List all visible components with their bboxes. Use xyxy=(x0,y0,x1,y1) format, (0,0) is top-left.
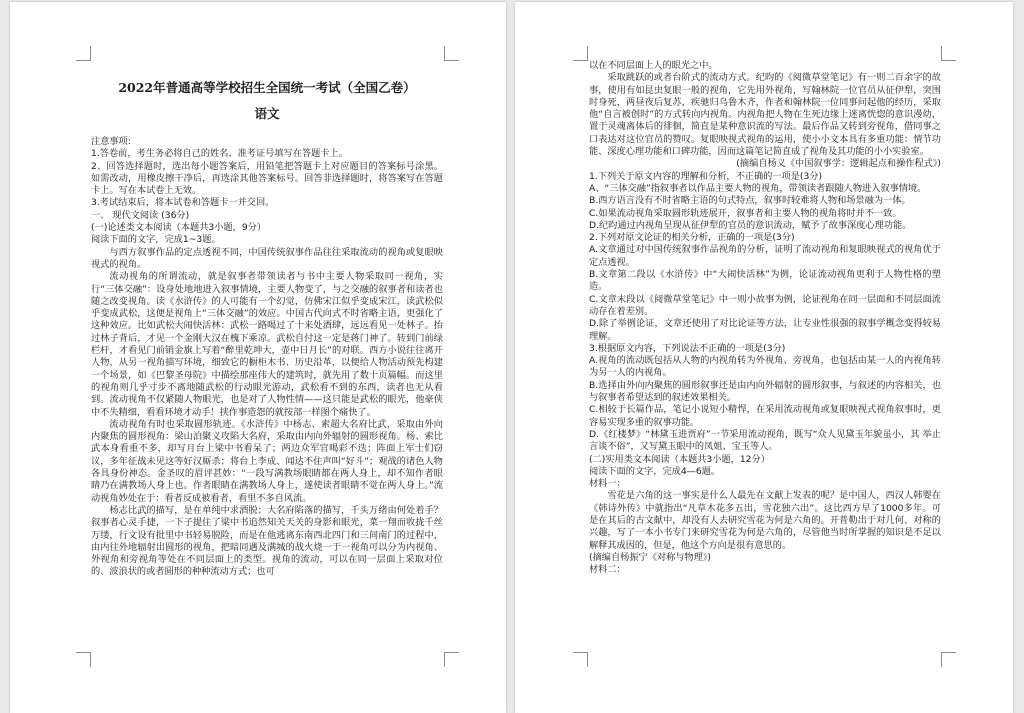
passage-paragraph: 杨志比武的描写，是在单纯中求酒脱；大名府陷落的描写，千头万绪由何处着手？叙事者心灵手捷，一下子提住了梁中书追然知关天关的身影和眼光，菜一翔而收拢千丝万缕，行文设有批里中书轻易脱险，而是在他逃离东南西北四门和三间南门的过程中，由内往外地辐射出圆形的视角，把暗同遇及满城的战火烧一于一视角可以分为内视角、外视角和旁视角等处在不同层面上的类型。视角的流动，可以在同一层面上采取对位的、波浪状的或者圆形的种种流动方式；也可 xyxy=(91,504,443,578)
passage-source: (摘编自杨义《中国叙事学：逻辑起点和操作程式》) xyxy=(736,158,941,170)
question-1-stem: 1.下列关于原文内容的理解和分析，不正确的一项是(3分) xyxy=(589,170,823,182)
question-3-stem: 3.根据原文内容，下列说法不正确的一项是(3分) xyxy=(589,342,786,354)
question-2-stem: 2.下列对原文论证的相关分析，正确的一项是(3分) xyxy=(589,232,795,244)
left-page-content xyxy=(91,80,443,579)
question-1-option: C.如果流动视角采取圆形轨迹展开，叙事者和主要人物的视角将时并不一致。 xyxy=(589,207,902,219)
document-page-left xyxy=(10,2,506,713)
passage-paragraph: 流动视角有时也采取圆形轨迹。《水浒传》中杨志、索超大名府比武，采取由外向内聚焦的圆形视角：梁山泊聚义攻陷大名府，采取由内向外辐射的圆形视角。杨、索比武本身看重不多，却写月台上梁中书看呆了；两边众军官喝彩不迭；阵面上军士们窃议，多年征战未见这等好汉厮杀；将台上李成、闻达不住声叫“好斗”；观战的诸色人物各具身份神态。金圣叹的眉评甚妙：“一段写满教场眼睛都在两人身上，却不知作者眼睛乃在满教场人身上也。作者眼睛在满教场人身上，遂使读者眼睛不觉在两人身上。”流动视角妙处在于：看者反成被看者，看里不多自风流。 xyxy=(91,418,443,504)
question-1-option: A、“三体交融”指叙事者以作品主要人物的视角，带领读者跟随人物进入叙事情境。 xyxy=(589,182,927,194)
reading-instruction: 阅读下面的文字，完成4—6题。 xyxy=(589,465,721,477)
crop-mark-bottom-left xyxy=(76,652,91,667)
crop-mark-top-left xyxy=(76,46,91,61)
question-2-option: A.文章通过对中国传统叙事作品视角的分析，证明了流动视角和复眼映视式的视角优于定点透视。 xyxy=(589,244,941,268)
subsection-heading: (一)论述类文本阅读（本题共3小题，9分） xyxy=(91,222,267,234)
question-3-option: B.选择由外向内聚焦的圆形叙事还是由内向外辐射的圆形叙事，与叙述的内容相关，也与叙事者希望达到的叙述效果相关。 xyxy=(589,379,941,404)
question-2-option: B.文章第二段以《水浒传》中“大闹快活林”为例，论证流动视角更利于人物性格的塑造。 xyxy=(589,269,941,293)
question-1-option: B.西方语言没有不时省略主语的句式特点，叙事时较难将人物和场景融为一体。 xyxy=(589,195,911,207)
note-item: 2、回答选择题时，选出每小题答案后，用铅笔把答题卡上对应题目的答案标号涂黑。如需改动，用橡皮擦干净后，再选涂其他答案标号。回答非选择题时，将答案写在答题卡上。写在本试卷上无效。 xyxy=(91,160,443,197)
material-label: 材料一： xyxy=(589,478,626,490)
notes-heading: 注意事项: xyxy=(91,136,131,147)
passage-paragraph: 采取跳跃的或者台阶式的流动方式。纪昀的《阅微草堂笔记》有一则二百余字的故事，使用有如昆虫复眼一般的视角，它先用外视角，写翰林院一位官员从征伊犁，突围时身死，两昼夜后复苏，疾驰归乌鲁木齐，作者和翰林院一位同事问起他的经历，采取他“自言被创时”的方式转向内视角。内视角把人物在生死边缘上迷离恍惚的意识漫幼，置于灵魂离体后的徘徊，简直是某种意识流的写法。最后作品又转到旁视角，借同事之口表达对这位官员的赞叹。复眼映视式视角的运用，使小小文本具有多重功能：情节功能、深度心理功能和口碑功能，因而这篇笔记简直成了视角及其功能的小小实验室。 xyxy=(589,72,941,158)
subsection-heading: (二)实用类文本阅读（本题共3小题，12分） xyxy=(589,453,770,465)
passage-paragraph: 流动视角的所谓流动，就是叙事者带领读者与书中主要人物采取同一视角，实行“三体交融”：设身处地地进入叙事情境，主要人物变了，与之交融的叙事者和读者也随之改变视角。读《水浒传》的人可能有一个幻觉，仿佛宋江似乎变成宋江，读武松似乎变成武松，这便是视角上“三体交融”的效应。中国古代向式不时省略主语，更强化了这种效应。比如武松大闹快活林：武松一路喝过了十来处酒肆，远远看见一处林子。抬过林子背后，才见一个金刚大汉在槐下乘凉。武松自付这一定是蒋门神了。转到门前绿栏杆，才看见门前销金旗上写着“醉里乾坤大，壶中日月长”的对联。西方小说往往离开人物，从另一视角描写环境，细致它的橱柜木书、历史沿革，以便给人物活动预先构建一个场景，如《巴黎圣母院》中描绘那座伟大的建筑时，就先用了数十页篇幅。而这里的视角则几乎寸步不离地随武松的行动眼光游动，武松看不到的东西，读者也无从看到。流动视角不仅紧随人物眼光，也是对了人物性情——这只能是武松的眼光，他豪侠中不失精细，看看环境才动手！挟作事造怨的就按部一样图个痛快了。 xyxy=(91,271,443,418)
passage-paragraph: 与西方叙事作品的定点透视不同，中国传统叙事作品往往采取流动的视角或复眼映视式的视角。 xyxy=(91,246,443,270)
passage-paragraph: 以在不同层面上人的眼光之中。 xyxy=(589,60,718,71)
crop-mark-bottom-left xyxy=(573,652,588,667)
crop-mark-top-right xyxy=(444,46,459,61)
crop-mark-bottom-right xyxy=(444,652,459,667)
crop-mark-top-right xyxy=(941,46,956,61)
question-3-option: C.相较于长篇作品，笔记小说短小精悍，在采用流动视角或复眼映视式视角叙事时，更容易实现多重的叙事功能。 xyxy=(589,404,941,428)
question-3-option: D.《红楼梦》“林黛玉进贾府”一节采用流动视角，既写“众人见黛玉年貌虽小，其 举止言谈不俗”，又写黛玉眼中的凤姐、宝玉等人。 xyxy=(589,428,941,453)
question-3-option: A.视角的流动既包括从人物的内视角转为外视角、旁视角，也包括由某一人的内视角转为另一人的内视角。 xyxy=(589,355,941,379)
material-source: (摘编自杨振宁《对称与物理》) xyxy=(589,551,712,563)
subject-title: 语文 xyxy=(254,106,280,121)
reading-instruction: 阅读下面的文字，完成1~3题。 xyxy=(91,234,221,246)
question-2-option: C.文章末段以《阅微草堂笔记》中一则小故事为例，论证视角在同一层面和不同层面流动存在着差别。 xyxy=(589,293,941,317)
note-item: 3.考试结束后，将本试卷和答题卡一并交回。 xyxy=(91,197,275,209)
crop-mark-bottom-right xyxy=(941,652,956,667)
material-label: 材料二： xyxy=(589,564,626,576)
exam-title: 2022年普通高等学校招生全国统一考试（全国乙卷） xyxy=(118,80,416,95)
document-page-right xyxy=(515,2,1013,713)
question-2-option: D.除了举例论证，文章还使用了对比论证等方法，让专业性很强的叙事学概念变得较易理解。 xyxy=(589,318,941,342)
material-paragraph: 雪花是六角的这一事实是什么人最先在文献上发表的呢？是中国人，西汉人韩婴在《韩诗外传》中就指出“凡草木花多五出，雪花独六出”。这比西方早了1000多年。可是在其后的古文献中，却没有人去研究雪花为何是六角的。开普勒出于对几何、对称的兴趣，写了一本小书专门来研究雪花为何是六角的，尽管他当时所掌握的知识是不足以解释其成因的，但是，他这个方向是很有意思的。 xyxy=(589,490,941,551)
question-1-option: D.纪昀通过内视角呈现从征伊犁的官员的意识流动，赋予了故事深度心理功能。 xyxy=(589,219,912,231)
right-page-content xyxy=(589,60,941,576)
section-heading: 一、 现代文阅读 (36分) xyxy=(91,209,190,221)
note-item: 1.答卷前，考生务必将自己的姓名、准考证号填写在答题卡上。 xyxy=(91,148,348,160)
crop-mark-top-left xyxy=(573,46,588,61)
